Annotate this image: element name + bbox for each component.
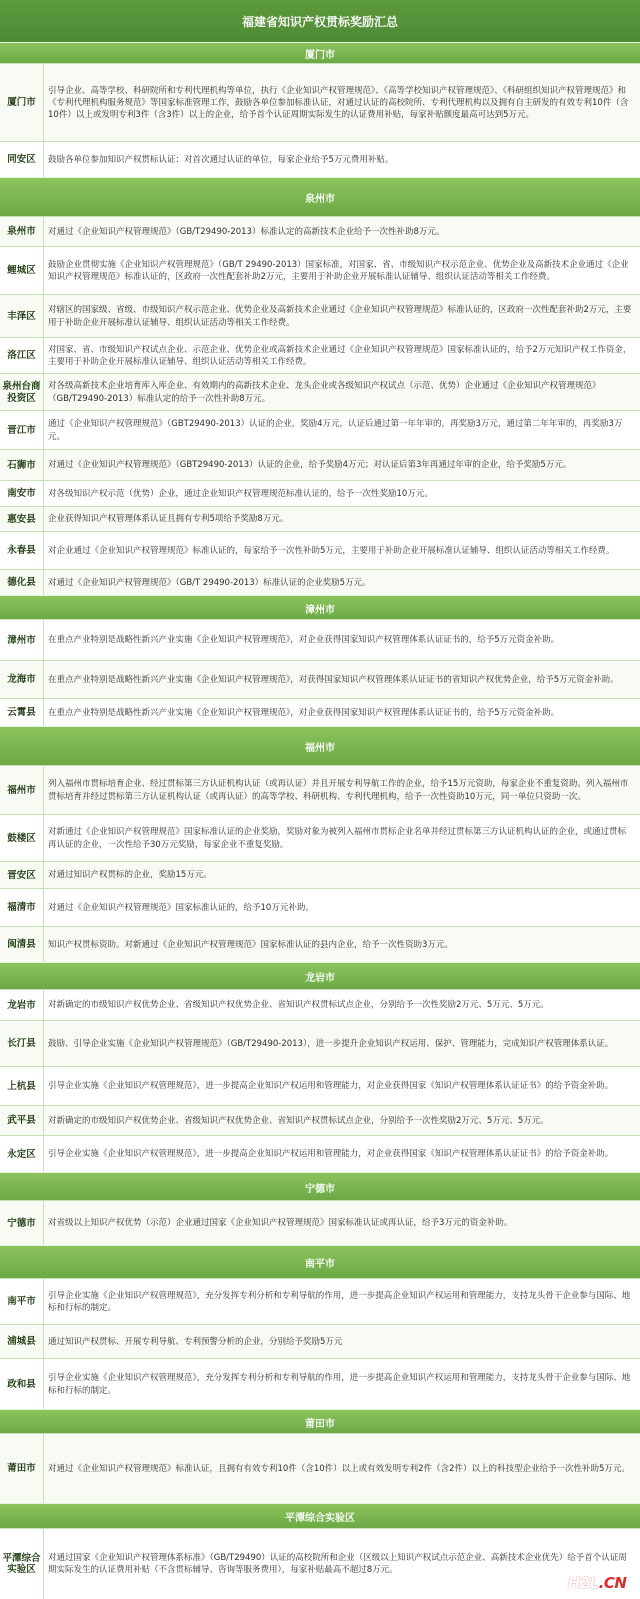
city-name: 宁德市	[0, 1201, 44, 1246]
table-row	[0, 294, 640, 338]
city-name: 丰泽区	[0, 295, 44, 338]
reward-description: 对通过国家《企业知识产权管理体系标准》（GB/T29490）认证的高校院所和企业（区级以上知识产权试点示范企业、高新技术企业优先）给予首个认证周期实际发生的认证费用补贴（不含贯标辅导、咨询等服务费用），每家补贴最高不超过8万元。	[48, 1552, 627, 1575]
city-name: 武平县	[0, 1106, 44, 1136]
page-title: 福建省知识产权贯标奖励汇总	[0, 0, 640, 42]
reward-description: 对新确定的市级知识产权优势企业、省级知识产权优势企业、省知识产权贯标试点企业，分别给予一次性奖励2万元、5万元、5万元。	[48, 1115, 549, 1126]
city-name: 福州市	[0, 766, 44, 815]
section-header: 宁德市	[0, 1172, 640, 1201]
table-row	[0, 1105, 640, 1136]
reward-description: 对通过知识产权贯标的企业，奖励15万元。	[48, 870, 212, 881]
city-name: 惠安县	[0, 507, 44, 532]
table-row	[0, 888, 640, 927]
reward-description: 引导企业实施《企业知识产权管理规范》，充分发挥专利分析和专利导航的作用，进一步提高企业知识产权运用和管理能力，支持龙头骨干企业参与国际、地标和行标的制定。	[48, 1290, 631, 1313]
city-name: 南平市	[0, 1279, 44, 1325]
reward-description: 列入福州市贯标培育企业、经过贯标第三方认证机构认证（或再认证）并且开展专利导航工作的企业，给予15万元资助，每家企业不重复资助。列入福州市贯标培育并经过贯标第三方认证机构认证（或再认证）的高等学校、科研机构、专利代理机构，给予一次性资助10万元，同一单位只资助一次。	[48, 779, 629, 802]
table-row	[0, 1135, 640, 1173]
city-name: 晋安区	[0, 862, 44, 889]
city-name: 鲤城区	[0, 247, 44, 295]
table-row	[0, 926, 640, 963]
table-row	[0, 765, 640, 815]
table-row	[0, 480, 640, 507]
city-name: 政和县	[0, 1359, 44, 1410]
reward-description: 对通过《企业知识产权管理规范》标准认证，且拥有有效专利10件（含10件）以上或有效发明专利2件（含2件）以上的科技型企业给予一次性补助5万元。	[48, 1463, 630, 1474]
reward-description: 鼓励、引导企业实施《企业知识产权管理规范》（GB/T29490-2013），进一步提升企业知识产权运用、保护、管理能力，完成知识产权管理体系认证。	[48, 1038, 614, 1049]
reward-description: 引导企业实施《企业知识产权管理规范》，进一步提高企业知识产权运用和管理能力，对企业获得国家《知识产权管理体系认证证书》的给予资金补助。	[48, 1149, 614, 1160]
reward-description: 鼓励各单位参加知识产权贯标认证：对首次通过认证的单位，每家企业给予5万元费用补贴。	[48, 154, 394, 165]
table-row	[0, 216, 640, 247]
table-row	[0, 569, 640, 596]
section-header: 福州市	[0, 726, 640, 766]
city-name: 洛江区	[0, 338, 44, 374]
city-name: 平潭综合实验区	[0, 1529, 44, 1599]
reward-description: 对国家、省、市级知识产权试点企业、示范企业、优势企业或高新技术企业通过《企业知识产权管理规范》国家标准认证的，给予2万元知识产权工作资金，主要用于补助企业开展标准认证辅导、组织认证活动等相关工作经费。	[48, 344, 632, 367]
reward-description: 对省级以上知识产权优势（示范）企业通过国家《企业知识产权管理规范》国家标准认证或再认证，给予3万元的资金补助。	[48, 1218, 513, 1229]
reward-description: 通过知识产权贯标、开展专利导航、专利预警分析的企业，分别给予奖励5万元	[48, 1336, 343, 1347]
city-name: 闽清县	[0, 927, 44, 963]
city-name: 长汀县	[0, 1021, 44, 1067]
table-row	[0, 63, 640, 142]
city-name: 泉州市	[0, 217, 44, 247]
reward-description: 通过《企业知识产权管理规范》（GBT29490-2013）认证的企业，奖励4万元，认证后通过第一年年审的，再奖励3万元，通过第二年年审的，再奖励3万元。	[48, 419, 623, 442]
reward-description: 对通过《企业知识产权管理规范》（GBT29490-2013）认证的企业，给予奖励4万元；对认证后第3年再通过年审的企业，给予奖励5万元。	[48, 460, 572, 471]
table-row	[0, 1066, 640, 1106]
reward-description: 对各级知识产权示范（优势）企业，通过企业知识产权管理规范标准认证的，给予一次性奖励10万元。	[48, 488, 433, 499]
reward-description: 对通过《企业知识产权管理规范》（GB/T 29490-2013）标准认证的企业奖励5万元。	[48, 577, 371, 588]
site-logo	[560, 1572, 634, 1594]
city-name: 厦门市	[0, 64, 44, 142]
city-name: 福清市	[0, 889, 44, 927]
reward-description: 对各级高新技术企业培育库入库企业、有效期内的高新技术企业、龙头企业或各级知识产权试点（示范、优势）企业通过《企业知识产权管理规范》（GB/T29490-2013）标准认定的给予一次性补助8万元。	[48, 381, 601, 404]
table-row	[0, 1020, 640, 1067]
reward-description: 企业获得知识产权管理体系认证且拥有专利5项给予奖励8万元。	[48, 514, 289, 525]
table-row	[0, 698, 640, 727]
city-name: 漳州市	[0, 620, 44, 661]
table-row	[0, 1358, 640, 1410]
table-row	[0, 449, 640, 481]
table-row	[0, 619, 640, 661]
city-name: 石狮市	[0, 450, 44, 481]
table-row	[0, 989, 640, 1021]
table-row	[0, 246, 640, 295]
table-row	[0, 1433, 640, 1504]
reward-description: 对通过《企业知识产权管理规范》国家标准认证的，给予10万元补助。	[48, 902, 314, 913]
reward-description: 在重点产业特别是战略性新兴产业实施《企业知识产权管理规范》，对获得国家知识产权管理体系认证证书的省知识产权优势企业，给予5万元资金补助。	[48, 674, 619, 685]
reward-description: 在重点产业特别是战略性新兴产业实施《企业知识产权管理规范》，对企业获得国家知识产权管理体系认证证书的，给予5万元资金补助。	[48, 707, 560, 718]
reward-description: 对新确定的市级知识产权优势企业、省级知识产权优势企业、省知识产权贯标试点企业，分别给予一次性奖励2万元、5万元、5万元。	[48, 1000, 549, 1011]
table-row	[0, 337, 640, 374]
city-name: 云霄县	[0, 699, 44, 727]
reward-description: 对辖区的国家级、省级、市级知识产权示范企业、优势企业及高新技术企业通过《企业知识产权管理规范》标准认证的，区政府一次性配套补助2万元，主要用于补助企业开展标准认证辅导、组织认证活动等相关工作经费。	[48, 305, 632, 328]
reward-description: 鼓励企业贯彻实施《企业知识产权管理规范》（GB/T 29490-2013）国家标准，对国家、省、市级知识产权示范企业、优势企业及高新技术企业通过《企业知识产权管理规范》标准认证的，区政府一次性配套补助2万元，主要用于补助企业开展标准认证辅导、组织认证活动等相关工作经费。	[48, 259, 629, 282]
reward-description: 对企业通过《企业知识产权管理规范》标准认证的，每家给予一次性补助5万元，主要用于补助企业开展标准认证辅导、组织认证活动等相关工作经费。	[48, 545, 615, 556]
city-name: 鼓楼区	[0, 815, 44, 862]
table-row	[0, 506, 640, 532]
table-row	[0, 660, 640, 699]
section-header: 南平市	[0, 1245, 640, 1279]
reward-description: 知识产权贯标资助。对新通过《企业知识产权管理规范》国家标准认证的县内企业，给予一次性资助3万元。	[48, 939, 453, 950]
section-header: 莆田市	[0, 1409, 640, 1434]
city-name: 德化县	[0, 570, 44, 596]
section-header: 漳州市	[0, 595, 640, 620]
reward-description: 在重点产业特别是战略性新兴产业实施《企业知识产权管理规范》，对企业获得国家知识产权管理体系认证证书的，给予5万元资金补助。	[48, 635, 560, 646]
city-name: 泉州台商投资区	[0, 374, 44, 411]
city-name: 龙岩市	[0, 990, 44, 1021]
table-row	[0, 531, 640, 570]
reward-description: 引导企业实施《企业知识产权管理规范》，充分发挥专利分析和专利导航的作用，进一步提高企业知识产权运用和管理能力，支持龙头骨干企业参与国际、地标和行标的制定。	[48, 1373, 631, 1396]
section-header: 厦门市	[0, 42, 640, 64]
section-header: 平潭综合实验区	[0, 1503, 640, 1529]
city-name: 浦城县	[0, 1325, 44, 1359]
city-name: 永定区	[0, 1136, 44, 1173]
table-row	[0, 373, 640, 411]
city-name: 上杭县	[0, 1067, 44, 1106]
section-header: 泉州市	[0, 177, 640, 217]
logo-cn-text: .CN	[598, 1574, 627, 1592]
city-name: 晋江市	[0, 411, 44, 450]
table-row	[0, 1278, 640, 1325]
table-row	[0, 141, 640, 178]
table-row	[0, 1200, 640, 1246]
table-row	[0, 814, 640, 862]
table-row	[0, 861, 640, 889]
section-header: 龙岩市	[0, 962, 640, 990]
city-name: 永春县	[0, 532, 44, 570]
city-name: 莆田市	[0, 1434, 44, 1504]
table-row	[0, 410, 640, 450]
reward-description: 对新通过《企业知识产权管理规范》国家标准认证的企业奖励，奖励对象为被列入福州市贯标企业名单并经过贯标第三方认证机构认证的企业，或通过贯标再认证的企业，一次性给予30万元奖励，每家企业不重复奖励。	[48, 827, 627, 850]
logo-h2l-text: H2L	[567, 1574, 599, 1592]
reward-description: 引导企业实施《企业知识产权管理规范》，进一步提高企业知识产权运用和管理能力，对企业获得国家《知识产权管理体系认证证书》的给予资金补助。	[48, 1081, 614, 1092]
reward-description: 对通过《企业知识产权管理规范》（GB/T29490-2013）标准认定的高新技术企业给予一次性补助8万元。	[48, 226, 445, 237]
city-name: 南安市	[0, 481, 44, 507]
table-row	[0, 1324, 640, 1359]
reward-description: 引导企业、高等学校、科研院所和专利代理机构等单位，执行《企业知识产权管理规范》、《高等学校知识产权管理规范》、《科研组织知识产权管理规范》和《专利代理机构服务规范》等国家标准管理工作，鼓励各单位参加标准认证，对通过认证的高校院所、专利代理机构以及拥有自主研发的有效专利10件（含10件）以上或发明专利3件（含3件）以上的企业，给予首个认证周期实际发生的认证费用补贴，每家补贴额度最高可达到5万元。	[48, 85, 629, 121]
city-name: 龙海市	[0, 661, 44, 699]
city-name: 同安区	[0, 142, 44, 178]
table-row	[0, 1528, 640, 1599]
